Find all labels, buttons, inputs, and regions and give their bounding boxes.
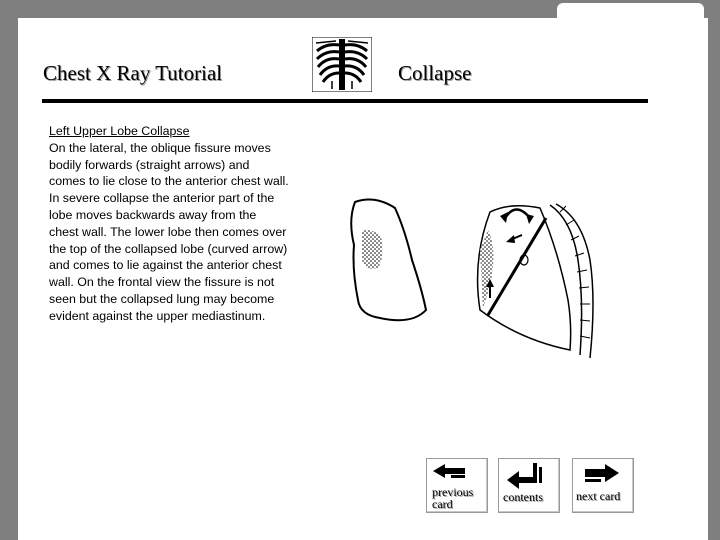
contents-label: contents: [503, 490, 543, 504]
chest-xray-logo-icon: [312, 37, 372, 92]
contents-button[interactable]: [498, 458, 560, 513]
topic-body: On the lateral, the oblique fissure moves bodily forwards (straight arrows) and comes to lie close to the anterior chest wall. In severe collapse the anterior part of the lobe moves backwards away from the chest wall. The lower lobe then comes over the top of the collapsed lobe (curved arrow) and comes to lie against the anterior chest wall. On the frontal view the fissure is not seen but the collapsed lung may become evident against the upper mediastinum.: [49, 140, 289, 323]
window-tab: [557, 3, 704, 33]
description-text: [49, 123, 289, 325]
page-title: Chest X Ray Tutorial: [43, 61, 223, 85]
section-title: Collapse: [398, 61, 472, 85]
next-card-label: next card: [576, 489, 621, 503]
card-label: card: [432, 497, 453, 511]
frontal-lung-drawing: [351, 200, 426, 321]
return-arrow-icon: [499, 459, 559, 512]
lateral-lung-drawing: [478, 204, 593, 358]
next-card-button[interactable]: [572, 458, 634, 513]
lung-collapse-illustration: [340, 190, 600, 380]
topic-heading: Left Upper Lobe Collapse: [49, 124, 190, 138]
previous-label: previous: [432, 485, 474, 499]
previous-card-button[interactable]: [426, 458, 488, 513]
header-divider: [42, 99, 648, 103]
arrow-right-icon: [573, 459, 633, 512]
